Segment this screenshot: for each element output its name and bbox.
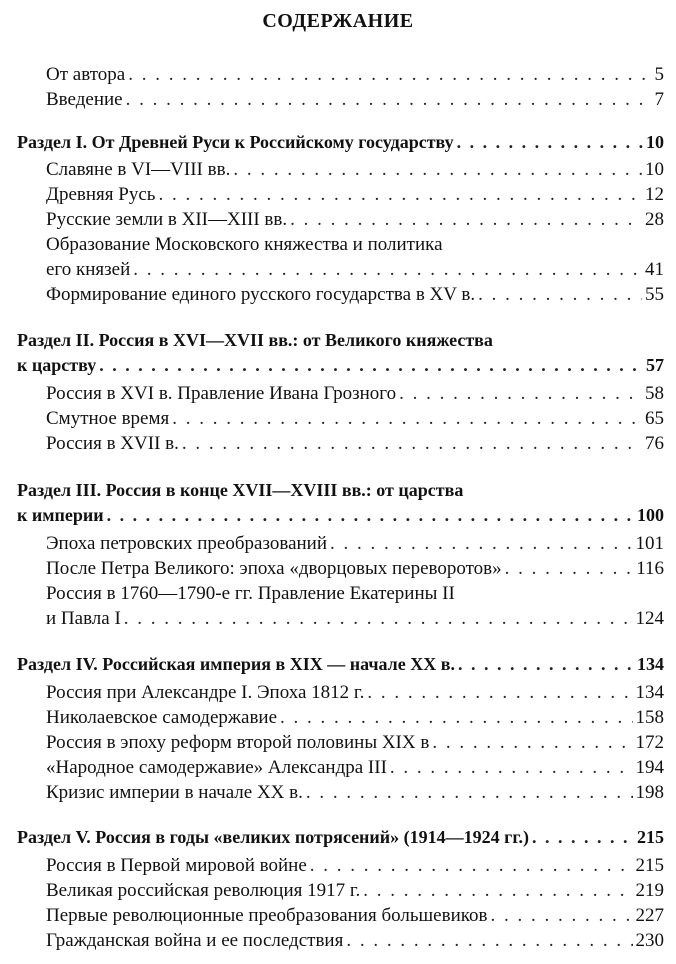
dot-leader (458, 653, 634, 675)
toc-entry[interactable] (46, 383, 664, 405)
dot-leader (233, 159, 642, 181)
page-number: 134 (637, 654, 664, 674)
page-number: 10 (646, 132, 664, 152)
toc-entry[interactable] (46, 757, 664, 779)
entry-label: Россия в XVI в. Правление Ивана Грозного (46, 383, 397, 404)
page-number: 5 (654, 64, 664, 85)
entry-label: Древняя Русь (46, 184, 156, 205)
page-number: 10 (645, 159, 664, 180)
entry-label: Гражданская война и ее последствия (46, 930, 344, 951)
dot-leader (182, 433, 642, 455)
toc-entry[interactable] (46, 558, 664, 580)
dot-leader (490, 905, 632, 927)
entry-label: Великая российская революция 1917 г. (46, 880, 361, 901)
toc-entry[interactable] (46, 855, 664, 877)
dot-leader (367, 682, 632, 704)
entry-label: его князей (46, 259, 131, 280)
page-number: 194 (635, 757, 664, 778)
toc-entry[interactable] (46, 732, 664, 754)
dot-leader (172, 408, 642, 430)
entry-label: «Народное самодержавие» Александра III (46, 757, 387, 778)
section-title: к царству (17, 355, 97, 375)
entry-label: Русские земли в XII—XIII вв. (46, 209, 288, 230)
page-number: 101 (635, 533, 664, 554)
page-number: 58 (645, 383, 664, 404)
section-heading[interactable] (17, 653, 664, 675)
page-number: 57 (646, 355, 664, 375)
entry-label-line1: Образование Московского княжества и политика (46, 234, 443, 255)
toc-entry[interactable] (46, 905, 664, 927)
toc-entry[interactable] (46, 433, 664, 455)
section-heading[interactable] (17, 504, 664, 526)
dot-leader (432, 732, 632, 754)
toc-entry[interactable] (46, 782, 664, 804)
toc-entry[interactable] (46, 184, 664, 206)
dot-leader (363, 880, 632, 902)
section-title-line1: Раздел III. Россия в конце XVII—XVIII вв.: от царства (17, 480, 464, 500)
page-number: 28 (645, 209, 664, 230)
page-number: 215 (635, 855, 664, 876)
toc-entry[interactable] (46, 608, 664, 630)
dot-leader (346, 930, 632, 952)
dot-leader (505, 558, 634, 580)
section-title: Раздел I. От Древней Руси к Российскому государству (17, 132, 454, 152)
entry-label: Россия при Александре I. Эпоха 1812 г. (46, 682, 365, 703)
section-heading[interactable] (17, 354, 664, 376)
dot-leader (399, 383, 642, 405)
toc-entry[interactable] (46, 930, 664, 952)
dot-leader (390, 757, 633, 779)
dot-leader (280, 707, 632, 729)
dot-leader (478, 284, 642, 306)
entry-label: Славяне в VI—VIII вв. (46, 159, 231, 180)
toc-entry[interactable] (46, 209, 664, 231)
page-number: 41 (645, 259, 664, 280)
page-number: 158 (635, 707, 664, 728)
entry-label: Россия в Первой мировой войне (46, 855, 307, 876)
toc-entry[interactable] (46, 159, 664, 181)
toc-entry[interactable] (46, 89, 664, 111)
dot-leader (310, 855, 633, 877)
entry-label: и Павла I (46, 608, 121, 629)
dot-leader (107, 504, 634, 526)
toc-entry[interactable] (46, 408, 664, 430)
section-heading[interactable] (17, 826, 664, 848)
entry-label: Россия в эпоху реформ второй половины XIX в (46, 732, 430, 753)
page-number: 172 (635, 732, 664, 753)
dot-leader (158, 184, 642, 206)
dot-leader (133, 259, 642, 281)
dot-leader (99, 354, 643, 376)
toc-entry[interactable] (46, 533, 664, 555)
dot-leader (330, 533, 632, 555)
page-number: 198 (635, 782, 664, 803)
entry-label: Эпоха петровских преобразований (46, 533, 328, 554)
entry-label: Введение (46, 89, 123, 110)
page-number: 55 (645, 284, 664, 305)
toc-entry[interactable] (46, 64, 664, 86)
entry-label: Николаевское самодержавие (46, 707, 278, 728)
page-number: 76 (645, 433, 664, 454)
entry-label: Формирование единого русского государства в XV в. (46, 284, 476, 305)
entry-label: Смутное время (46, 408, 170, 429)
entry-label-line1: Россия в 1760—1790-е гг. Правление Екатерины II (46, 583, 455, 604)
dot-leader (128, 64, 651, 86)
page-number: 227 (635, 905, 664, 926)
page-number: 116 (636, 558, 664, 579)
page-number: 124 (635, 608, 664, 629)
dot-leader (126, 89, 652, 111)
page-number: 219 (635, 880, 664, 901)
section-title: Раздел IV. Российская империя в XIX — начале XX в. (17, 654, 455, 674)
section-title: Раздел V. Россия в годы «великих потрясений» (1914—1924 гг.) (17, 827, 529, 847)
entry-label: После Петра Великого: эпоха «дворцовых переворотов» (46, 558, 502, 579)
dot-leader (290, 209, 642, 231)
section-heading[interactable] (17, 131, 664, 153)
section-title: к империи (17, 505, 104, 525)
entry-label: От автора (46, 64, 126, 85)
dot-leader (532, 826, 634, 848)
toc-entry[interactable] (46, 284, 664, 306)
page-number: 215 (637, 827, 664, 847)
page-number: 65 (645, 408, 664, 429)
page-number: 100 (637, 505, 664, 525)
page-title: СОДЕРЖАНИЕ (262, 10, 414, 32)
page-number: 134 (635, 682, 664, 703)
entry-label: Первые революционные преобразования большевиков (46, 905, 488, 926)
dot-leader (457, 131, 643, 153)
toc-entry[interactable] (46, 682, 664, 704)
page-number: 230 (635, 930, 664, 951)
page-number: 7 (654, 89, 664, 110)
entry-label: Кризис империи в начале XX в. (46, 782, 303, 803)
toc-entry[interactable] (46, 880, 664, 902)
section-title-line1: Раздел II. Россия в XVI—XVII вв.: от Великого княжества (17, 330, 493, 350)
entry-label: Россия в XVII в. (46, 433, 179, 454)
page-number: 12 (645, 184, 664, 205)
toc-entry[interactable] (46, 707, 664, 729)
dot-leader (306, 782, 633, 804)
dot-leader (124, 608, 633, 630)
toc-entry[interactable] (46, 259, 664, 281)
